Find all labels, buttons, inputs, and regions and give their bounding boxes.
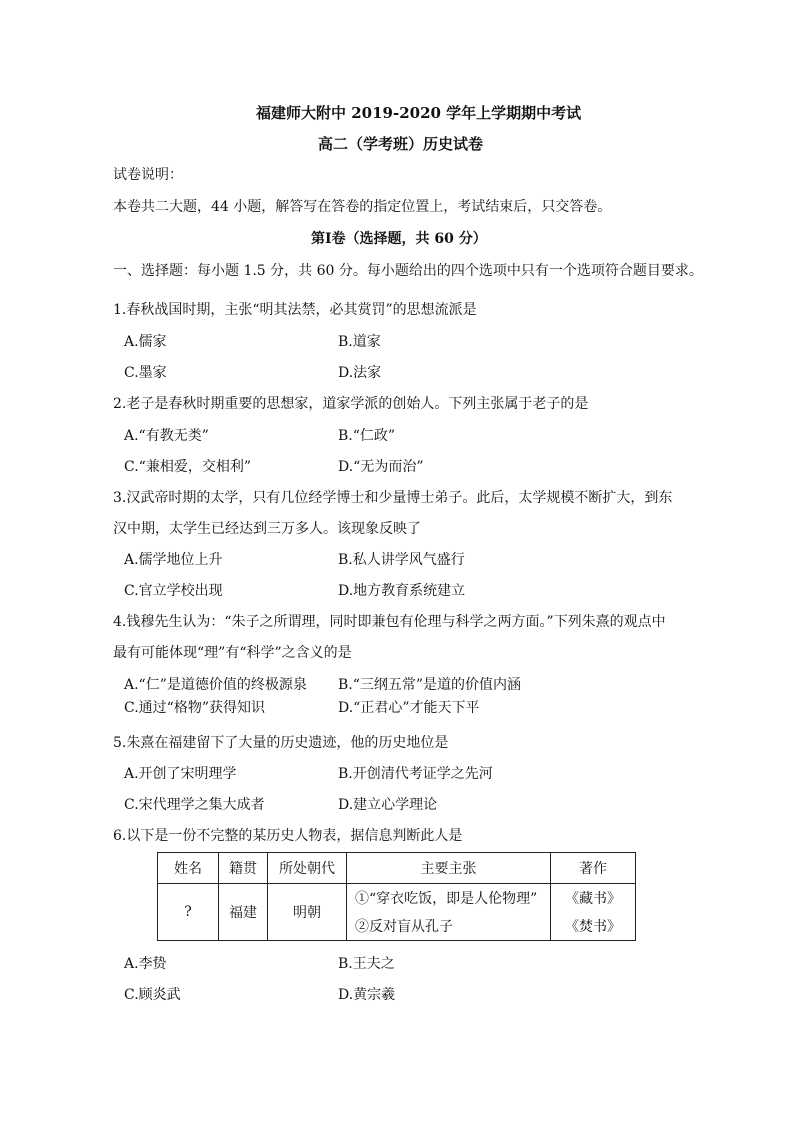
table-cell-name: ? [158, 884, 219, 941]
instructions-text: 本卷共二大题，44 小题，解答写在答卷的指定位置上，考试结束后，只交答卷。 [113, 199, 612, 215]
question-4-stem-line1: 4.钱穆先生认为：“朱子之所谓理，同时即兼包有伦理与科学之两方面。”下列朱熹的观点中 [113, 614, 666, 630]
table-row [158, 884, 636, 913]
exam-title: 福建师大附中 2019-2020 学年上学期期中考试 [256, 104, 582, 122]
q5-option-c: C.宋代理学之集大成者 [124, 797, 265, 813]
q5-option-b: B.开创清代考证学之先河 [338, 766, 493, 782]
q1-option-b: B.道家 [338, 334, 381, 350]
exam-subtitle: 高二（学考班）历史试卷 [318, 135, 484, 153]
table-cell-zhuzuo-1: 《藏书》 [551, 884, 636, 913]
historical-figure-table [157, 852, 636, 941]
q3-option-c: C.官立学校出现 [124, 583, 223, 599]
question-3-stem-line2: 汉中期，太学生已经达到三万多人。该现象反映了 [113, 521, 421, 537]
q2-option-c: C.“兼相爱，交相利” [124, 459, 251, 475]
table-cell-chaodai: 明朝 [268, 884, 347, 941]
table-cell-zhuzuo-2: 《焚书》 [551, 912, 636, 941]
question-1-stem: 1.春秋战国时期，主张“明其法禁，必其赏罚”的思想流派是 [113, 302, 477, 318]
table-header-name: 姓名 [158, 853, 219, 884]
question-4-stem-line2: 最有可能体现“理”有“科学”之含义的是 [113, 645, 352, 661]
table-cell-jiguan: 福建 [219, 884, 268, 941]
section-instructions: 一、选择题：每小题 1.5 分，共 60 分。每小题给出的四个选项中只有一个选项符合题目要求。 [113, 263, 703, 279]
question-2-stem: 2.老子是春秋时期重要的思想家，道家学派的创始人。下列主张属于老子的是 [113, 396, 589, 412]
q4-option-b: B.“三纲五常”是道的价值内涵 [338, 677, 522, 693]
table-header-jiguan: 籍贯 [219, 853, 268, 884]
q5-option-d: D.建立心学理论 [338, 797, 438, 813]
question-3-stem-line1: 3.汉武帝时期的太学，只有几位经学博士和少量博士弟子。此后，太学规模不断扩大，到东 [113, 490, 673, 506]
q4-option-d: D.“正君心”才能天下平 [338, 700, 480, 716]
table-header-chaodai: 所处朝代 [268, 853, 347, 884]
q2-option-a: A.“有教无类” [124, 428, 209, 444]
table-cell-zhuzhang-2: ②反对盲从孔子 [347, 912, 551, 941]
q6-option-c: C.顾炎武 [124, 987, 181, 1003]
q2-option-b: B.“仁政” [338, 428, 396, 444]
table-header-zhuzuo: 著作 [551, 853, 636, 884]
q3-option-d: D.地方教育系统建立 [338, 583, 466, 599]
part1-heading: 第Ⅰ卷（选择题，共 60 分） [311, 231, 487, 247]
question-6-stem: 6.以下是一份不完整的某历史人物表，据信息判断此人是 [113, 828, 463, 844]
q1-option-d: D.法家 [338, 365, 382, 381]
q4-option-a: A.“仁”是道德价值的终极源泉 [124, 677, 307, 693]
q3-option-b: B.私人讲学风气盛行 [338, 552, 465, 568]
q3-option-a: A.儒学地位上升 [124, 552, 223, 568]
table-header-row [158, 853, 636, 884]
q1-option-c: C.墨家 [124, 365, 167, 381]
table-header-zhuzhang: 主要主张 [347, 853, 551, 884]
table-cell-zhuzhang-1: ①“穿衣吃饭，即是人伦物理” [347, 884, 551, 913]
q1-option-a: A.儒家 [124, 334, 167, 350]
q6-option-b: B.王夫之 [338, 956, 395, 972]
q6-option-d: D.黄宗羲 [338, 987, 396, 1003]
q6-option-a: A.李贽 [124, 956, 167, 972]
q5-option-a: A.开创了宋明理学 [124, 766, 237, 782]
instructions-label: 试卷说明： [113, 167, 183, 183]
question-5-stem: 5.朱熹在福建留下了大量的历史遗迹，他的历史地位是 [113, 735, 449, 751]
q2-option-d: D.“无为而治” [338, 459, 424, 475]
q4-option-c: C.通过“格物”获得知识 [124, 700, 265, 716]
